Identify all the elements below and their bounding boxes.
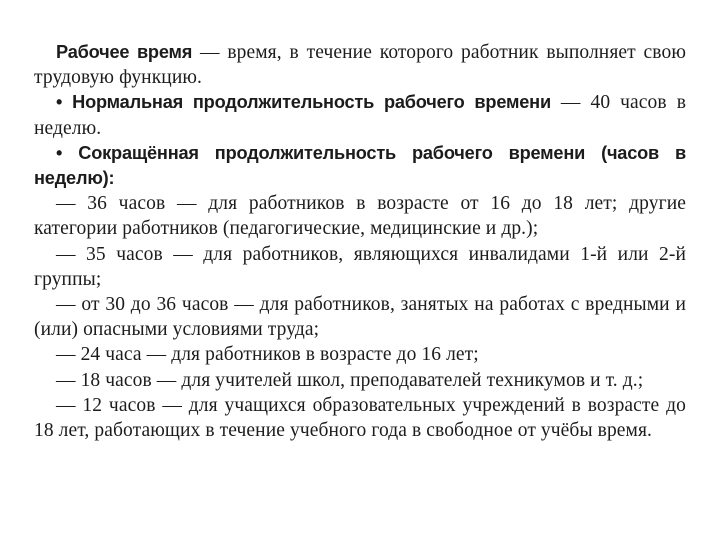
normal-hours-bullet [34,90,686,140]
definition-text: — время, в течение которого работник выполняет свою трудовую функцию. [34,42,686,89]
bullet-marker: • [56,142,63,163]
list-item: — 35 часов — для работников, являющихся инвалидами 1-й или 2-й группы; [34,243,686,290]
list-item: — 36 часов — для работников в возрасте от 16 до 18 лет; другие категории работников (педагогические, медицинские и др.); [34,193,686,240]
list-item: — 12 часов — для учащихся образовательных учреждений в возрасте до 18 лет, работающих в течение учебного года в свободное от учёбы время. [34,394,686,442]
reduced-hours-bullet [34,141,686,191]
normal-hours-term: Нормальная продолжительность рабочего времени [72,92,551,113]
list-item: — 24 часа — для работников в возрасте до 16 лет; [56,344,479,366]
list-item: — от 30 до 36 часов — для работников, занятых на работах с вредными и (или) опасными условиями труда; [34,294,686,341]
normal-hours-text: — 40 часов в неделю. [34,92,686,139]
definition-paragraph [34,40,686,90]
document-page [34,40,686,443]
reduced-hours-heading: Сокращённая продолжительность рабочего времени (часов в неделю): [34,142,686,189]
definition-term: Рабочее время [56,42,193,62]
bullet-marker: • [56,92,63,113]
list-item: — 18 часов — для учителей школ, преподавателей техникумов и т. д.; [56,369,644,391]
